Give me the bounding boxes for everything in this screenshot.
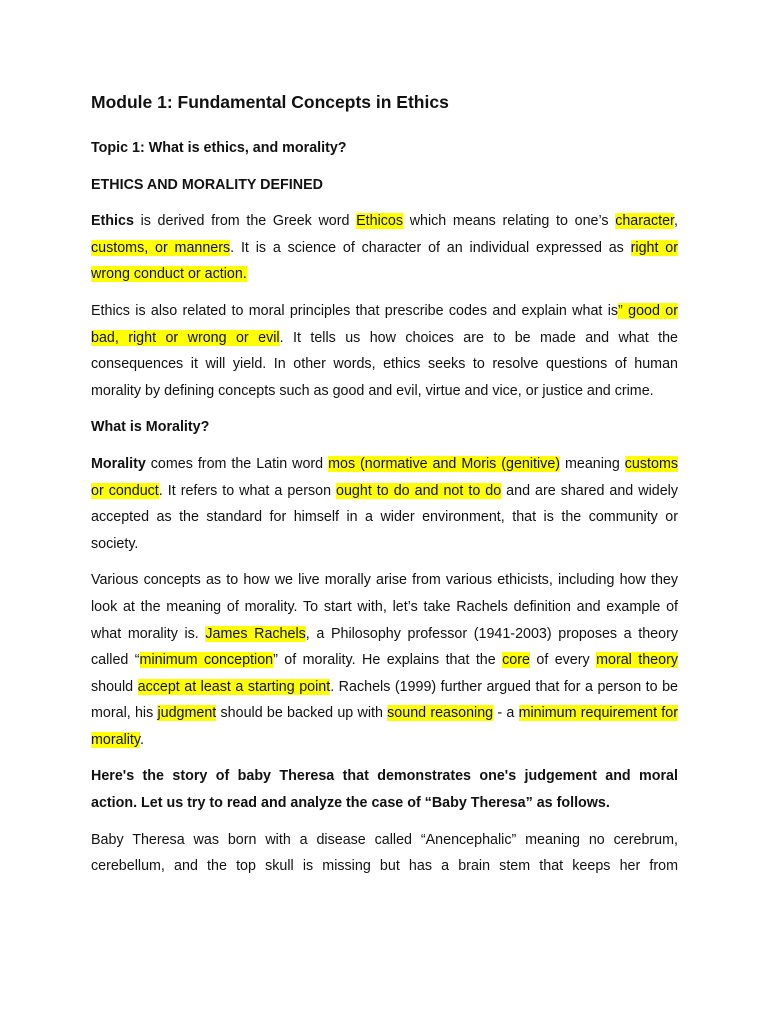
document-page (91, 89, 678, 880)
term-ethics: Ethics (91, 213, 134, 230)
highlight: minimum conception (139, 652, 274, 669)
module-title: Module 1: Fundamental Concepts in Ethics (91, 92, 449, 112)
paragraph-ethics-principles: Ethics is also related to moral principles that prescribe codes and explain what is” good or bad, right or wrong or evil. It tells us how choices are to be made and what the consequences it will yield. In other words, ethics seeks to resolve questions of human morality by defining concepts such as good and evil, virtue and vice, or justice and crime. (91, 302, 678, 399)
highlight: minimum requirement for morality (91, 705, 678, 748)
topic-title: Topic 1: What is ethics, and morality? (91, 140, 347, 156)
highlight: moral theory (596, 652, 678, 669)
highlight: customs, or manners (91, 239, 231, 256)
highlight: ” good or bad, right or wrong or evil (91, 302, 678, 346)
highlight: character (615, 213, 675, 230)
highlight: mos (normative and Moris (genitive) (328, 455, 561, 472)
term-morality: Morality (91, 455, 146, 472)
section-heading: ETHICS AND MORALITY DEFINED (91, 176, 323, 193)
paragraph-baby-theresa-intro: Here's the story of baby Theresa that demonstrates one's judgement and moral action. Let us try to read and analyze the case of “Baby Theresa” as follows. (91, 768, 678, 812)
highlight: James Rachels (205, 625, 306, 642)
paragraph-morality-definition: Morality comes from the Latin word mos (normative and Moris (genitive) meaning customs or conduct. It refers to what a person ought to do and not to do and are shared and widely accepted as the standard for himself in a wider environment, that is the community or society. (91, 455, 679, 552)
paragraph-ethics-definition: Ethics is derived from the Greek word Ethicos which means relating to one’s character, customs, or manners. It is a science of character of an individual expressed as right or wrong conduct or action. (91, 213, 678, 283)
morality-heading: What is Morality? (91, 419, 210, 436)
paragraph-rachels-theory: Various concepts as to how we live morally arise from various ethicists, including how they look at the meaning of morality. To start with, let’s take Rachels definition and example of what morality is. James Rachels, a Philosophy professor (1941-2003) proposes a theory called “minimum conception” of morality. He explains that the core of every moral theory should accept at least a starting point. Rachels (1999) further argued that for a person to be moral, his judgment should be backed up with sound reasoning - a minimum requirement for morality. (91, 572, 678, 748)
highlight: core (502, 652, 530, 669)
highlight: customs or conduct (91, 455, 679, 499)
paragraph-baby-theresa-story: Baby Theresa was born with a disease called “Anencephalic” meaning no cerebrum, cerebellum, and the top skull is missing but has a brain stem that keeps her from (91, 831, 678, 875)
highlight: ought to do and not to do (336, 482, 502, 499)
highlight: judgment (157, 705, 217, 722)
highlight: accept at least a starting point (137, 678, 331, 695)
highlight: Ethicos (356, 213, 404, 230)
highlight: right or wrong conduct or action. (91, 239, 678, 283)
highlight: sound reasoning (387, 705, 494, 722)
